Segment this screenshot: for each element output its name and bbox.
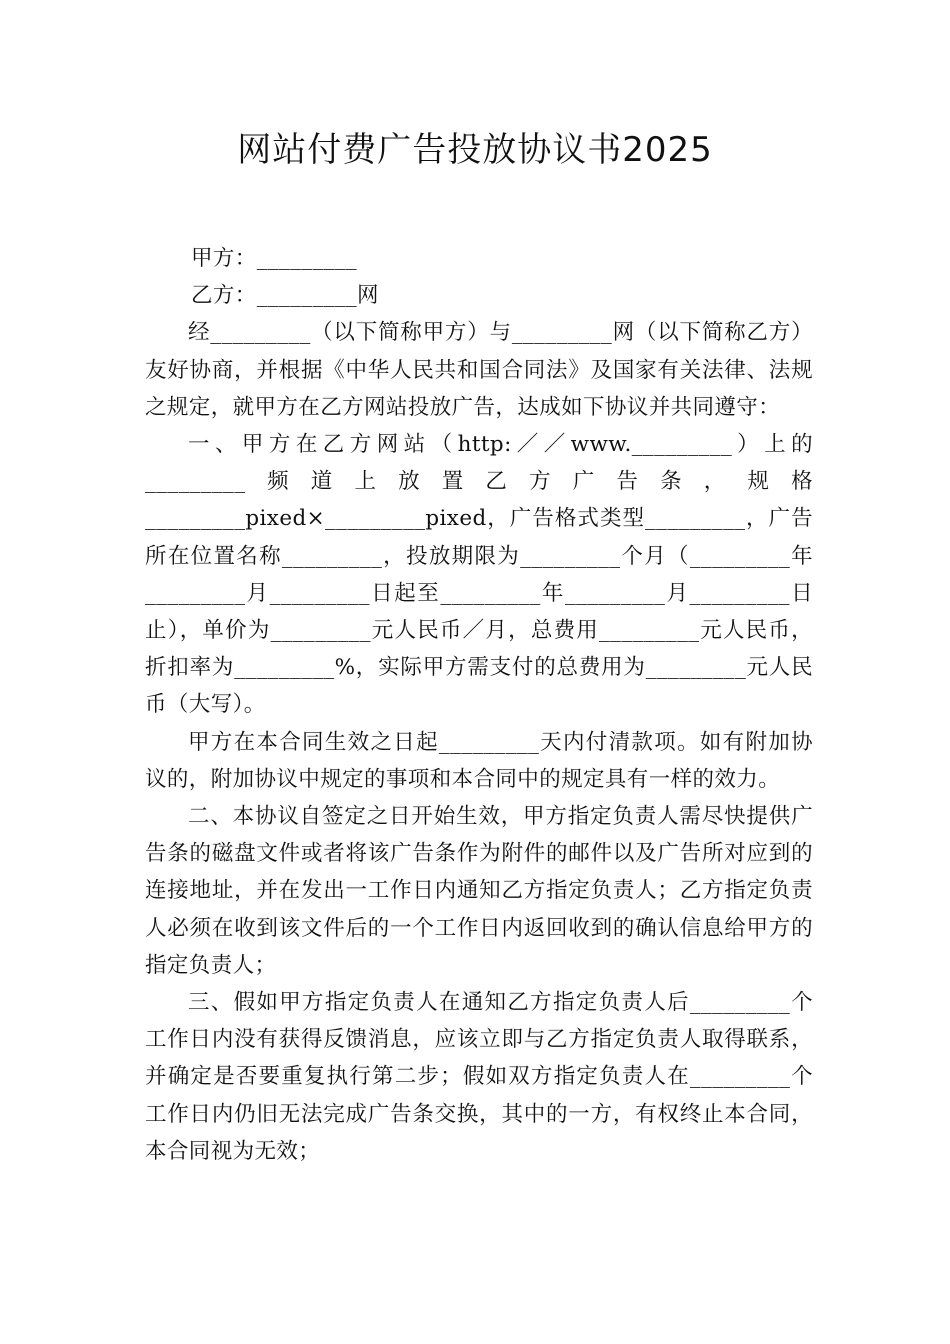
document-body: [145, 240, 813, 1170]
document-title: 网站付费广告投放协议书2025: [237, 130, 713, 170]
party-b-line: 乙方：_________网: [191, 283, 379, 309]
clause-3-paragraph: 三、假如甲方指定负责人在通知乙方指定负责人后_________个工作日内没有获得反馈消息，应该立即与乙方指定负责人取得联系，并确定是否要重复执行第二步；假如双方指定负责人在_________个工作日内仍旧无法完成广告条交换，其中的一方，有权终止本合同，本合同视为无效；: [145, 990, 813, 1164]
payment-paragraph: 甲方在本合同生效之日起_________天内付清款项。如有附加协议的，附加协议中规定的事项和本合同中的规定具有一样的效力。: [145, 729, 813, 792]
clause-1-paragraph: 一、甲方在乙方网站（http:／／www._________）上的_________频道上放置乙方广告条，规格_________pixed×_________pixed，广告格式类型_________，广告所在位置名称_________，投放期限为_________个月（_________年_________月_________日起至_________年_________月_________日止），单价为_________元人民币／月，总费用_________元人民币，折扣率为_________%，实际甲方需支付的总费用为_________元人民币（大写）。: [145, 432, 813, 718]
party-a-line: 甲方：_________: [191, 246, 358, 271]
intro-paragraph: 经_________（以下简称甲方）与_________网（以下简称乙方）友好协商，并根据《中华人民共和国合同法》及国家有关法律、法规之规定，就甲方在乙方网站投放广告，达成如下协议并共同遵守：: [145, 320, 813, 420]
clause-2-paragraph: 二、本协议自签定之日开始生效，甲方指定负责人需尽快提供广告条的磁盘文件或者将该广告条作为附件的邮件以及广告所对应到的连接地址，并在发出一工作日内通知乙方指定负责人；乙方指定负责人必须在收到该文件后的一个工作日内返回收到的确认信息给甲方的指定负责人；: [145, 804, 813, 978]
